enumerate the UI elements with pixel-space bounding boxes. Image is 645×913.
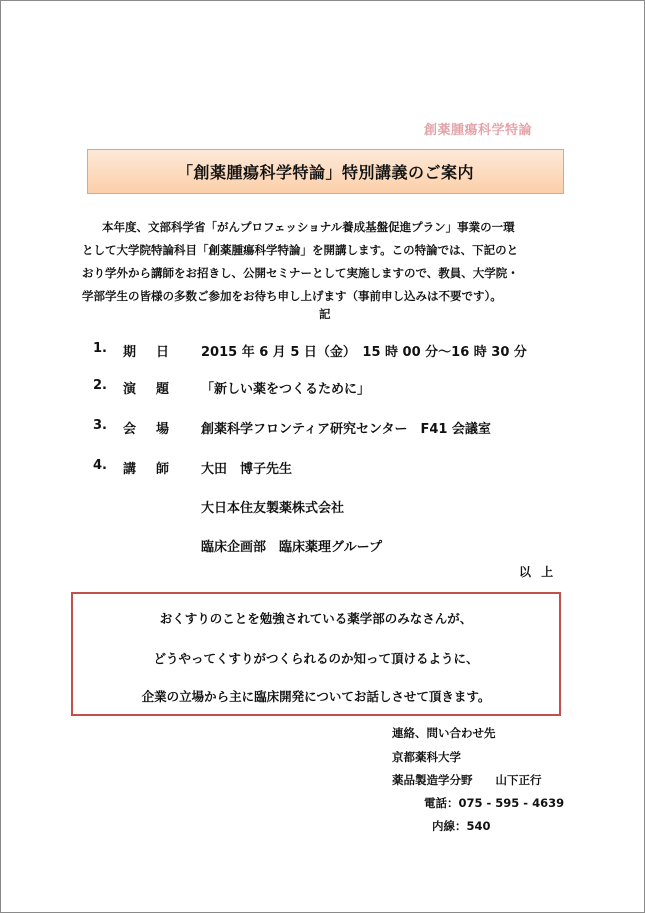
- label-char: 日: [155, 345, 169, 360]
- item-value-date: 2015 年 6 月 5 日（金） 15 時 00 分～16 時 30 分: [201, 345, 527, 360]
- header-tag: 創薬腫瘍科学特論: [424, 123, 533, 138]
- intro-line: として大学院特論科目「創薬腫瘍科学特論」を開講します。この特論では、下記のと: [82, 243, 519, 257]
- label-char: 会: [123, 422, 137, 437]
- lecturer-company: 大日本住友製薬株式会社: [201, 501, 345, 516]
- message-box: [71, 592, 561, 716]
- intro-paragraph: [82, 216, 562, 308]
- item-label: [123, 341, 169, 360]
- label-char: 場: [155, 422, 169, 437]
- item-label: [123, 418, 169, 437]
- closing-ijou: 以 上: [519, 565, 554, 579]
- item-number: 3.: [93, 418, 107, 433]
- label-char: 期: [123, 345, 137, 360]
- intro-line: おり学外から講師をお招きし、公開セミナーとして実施しますので、教員、大学院・: [82, 266, 519, 280]
- message-line: どうやってくすりがつくられるのか知って頂けるように、: [153, 651, 479, 666]
- item-label: [123, 458, 169, 477]
- item-value-venue: 創薬科学フロンティア研究センター F41 会議室: [201, 422, 491, 437]
- item-number: 1.: [93, 341, 107, 356]
- label-char: 題: [155, 382, 169, 397]
- contact-university: 京都薬科大学: [392, 750, 461, 764]
- label-char: 演: [123, 382, 137, 397]
- lecturer-department: 臨床企画部 臨床薬理グループ: [201, 540, 382, 555]
- item-label: [123, 378, 169, 397]
- contact-department: 薬品製造学分野 山下正行: [392, 773, 542, 787]
- message-line: おくすりのことを勉強されている薬学部のみなさんが、: [159, 611, 473, 626]
- intro-line: 本年度、文部科学省「がんプロフェッショナル養成基盤促進プラン」事業の一環: [102, 220, 515, 234]
- contact-heading: 連絡、問い合わせ先: [392, 726, 496, 740]
- message-line: 企業の立場から主に臨床開発についてお話しさせて頂きます。: [141, 689, 491, 704]
- label-char: 講: [123, 462, 137, 477]
- label-char: 師: [155, 462, 169, 477]
- ki-heading: 記: [319, 307, 331, 321]
- contact-extension: 内線：540: [432, 819, 491, 833]
- item-value-lecturer: 大田 博子先生: [201, 462, 293, 477]
- contact-phone: 電話：075 - 595 - 4639: [424, 796, 565, 810]
- page-title: 「創薬腫瘍科学特論」特別講義のご案内: [176, 163, 474, 182]
- item-number: 4.: [93, 458, 107, 473]
- intro-line: 学部学生の皆様の多数ご参加をお待ち申し上げます（事前申し込みは不要です）。: [82, 289, 502, 303]
- item-value-topic: 「新しい薬をつくるために」: [201, 382, 371, 397]
- title-box: [87, 149, 564, 194]
- item-number: 2.: [93, 378, 107, 393]
